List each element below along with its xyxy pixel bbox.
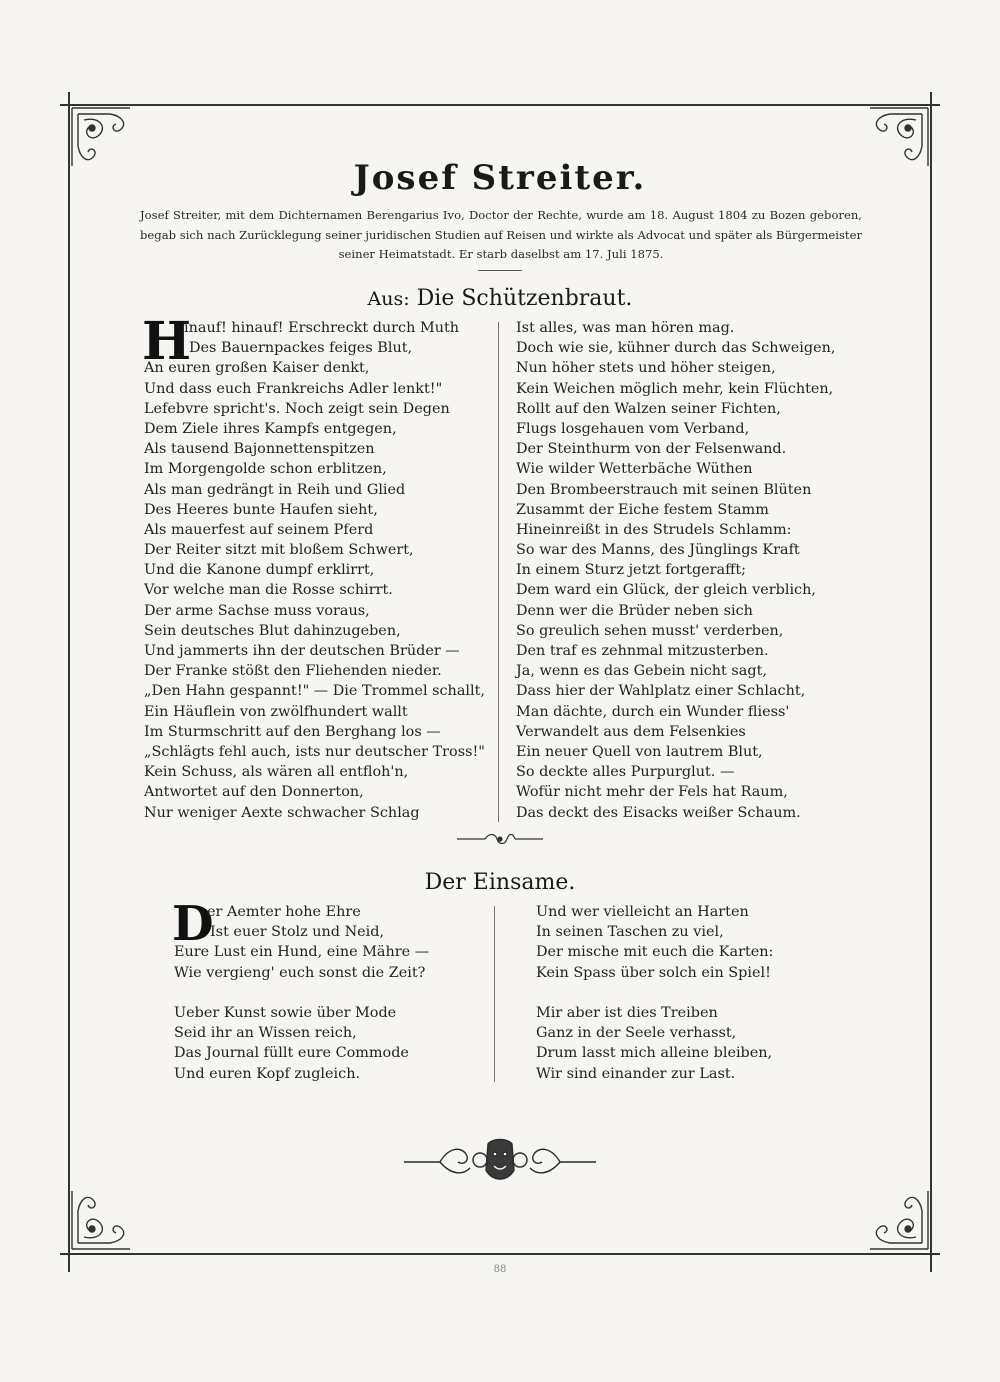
verse-line: Nun höher stets und höher steigen, bbox=[516, 360, 776, 377]
verse-line: An euren großen Kaiser denkt, bbox=[144, 360, 370, 377]
verse-line: Flugs losgehauen vom Verband, bbox=[516, 420, 750, 437]
verse-line: Lefebvre spricht's. Noch zeigt sein Degen bbox=[144, 400, 450, 417]
verse-line: Drum lasst mich alleine bleiben, bbox=[536, 1045, 773, 1062]
verse-line: Wofür nicht mehr der Fels hat Raum, bbox=[516, 784, 788, 801]
verse-line: Zusammt der Eiche festem Stamm bbox=[516, 501, 769, 518]
verse-line: Dass hier der Wahlplatz einer Schlacht, bbox=[516, 683, 806, 700]
poem-right-column bbox=[536, 902, 773, 1084]
verse-line: Der Steinthurm von der Felsenwand. bbox=[516, 441, 787, 458]
verse-line: Wir sind einander zur Last. bbox=[536, 1065, 736, 1082]
verse-line: Der Reiter sitzt mit bloßem Schwert, bbox=[144, 542, 414, 559]
poem-title bbox=[0, 286, 1000, 311]
page-title: Josef Streiter. bbox=[353, 158, 647, 198]
verse-line: Doch wie sie, kühner durch das Schweigen, bbox=[516, 340, 836, 357]
verse-line: Und dass euch Frankreichs Adler lenkt!" bbox=[144, 380, 443, 397]
column-divider bbox=[498, 322, 499, 822]
poem-left-column bbox=[142, 311, 485, 823]
column-divider bbox=[494, 906, 495, 1082]
poem-title bbox=[0, 870, 1000, 895]
verse-line: Dem Ziele ihres Kampfs entgegen, bbox=[144, 420, 397, 437]
poem-left-column bbox=[174, 902, 429, 1084]
verse-line: inauf! hinauf! Erschreckt durch Muth bbox=[184, 320, 460, 336]
verse-line: Wie vergieng' euch sonst die Zeit? bbox=[174, 964, 426, 981]
frame-left-line bbox=[68, 92, 70, 1272]
verse-line: „Den Hahn gespannt!" — Die Trommel schallt, bbox=[144, 683, 485, 700]
poem-title-text: Die Schützenbraut. bbox=[416, 286, 633, 311]
drop-cap-letter: H bbox=[142, 311, 192, 372]
frame-bottom-line bbox=[60, 1253, 940, 1255]
verse-line: Ja, wenn es das Gebein nicht sagt, bbox=[516, 663, 767, 680]
verse-line: In einem Sturz jetzt fortgerafft; bbox=[516, 562, 746, 579]
poem-title-text: Der Einsame. bbox=[424, 870, 576, 895]
verse-line: Rollt auf den Walzen seiner Fichten, bbox=[516, 400, 781, 417]
verse-line: Sein deutsches Blut dahinzugeben, bbox=[144, 622, 401, 639]
verse-line: Ist euer Stolz und Neid, bbox=[210, 924, 385, 941]
verse-line: Dem ward ein Glück, der gleich verblich, bbox=[516, 582, 816, 599]
verse-line: Kein Schuss, als wären all entfloh'n, bbox=[144, 764, 409, 781]
verse-line: Ist alles, was man hören mag. bbox=[516, 320, 735, 336]
stanza-gap bbox=[536, 983, 773, 1003]
verse-line: Ein neuer Quell von lautrem Blut, bbox=[516, 743, 763, 760]
corner-flourish-icon bbox=[70, 1176, 145, 1251]
drop-cap-letter: D bbox=[172, 896, 214, 952]
verse-line: Ein Häuflein von zwölfhundert wallt bbox=[144, 703, 408, 720]
bio-divider-rule bbox=[478, 270, 522, 271]
verse-line: Als mauerfest auf seinem Pferd bbox=[144, 521, 374, 538]
verse-line: So deckte alles Purpurglut. — bbox=[516, 764, 735, 781]
verse-line: Verwandelt aus dem Felsenkies bbox=[516, 723, 746, 740]
verse-line: Den Brombeerstrauch mit seinen Blüten bbox=[516, 481, 812, 498]
verse-line: Und wer vielleicht an Harten bbox=[536, 904, 749, 920]
frame-top-line bbox=[60, 104, 940, 106]
verse-line: Ueber Kunst sowie über Mode bbox=[174, 1004, 397, 1021]
poem-right-column bbox=[516, 318, 835, 823]
verse-line: Der Franke stößt den Fliehenden nieder. bbox=[144, 663, 442, 680]
verse-line: Im Morgengolde schon erblitzen, bbox=[144, 461, 387, 478]
verse-line: Im Sturmschritt auf den Berghang los — bbox=[144, 723, 441, 740]
page-number: 88 bbox=[493, 1264, 507, 1275]
frame-right-line bbox=[930, 92, 932, 1272]
verse-line: Denn wer die Brüder neben sich bbox=[516, 602, 753, 619]
verse-line: Des Bauernpackes feiges Blut, bbox=[189, 340, 413, 357]
verse-line: Und die Kanone dumpf erklirrt, bbox=[144, 562, 375, 579]
mask-scroll-ornament-icon bbox=[400, 1130, 600, 1190]
verse-line: Man dächte, durch ein Wunder fliess' bbox=[516, 703, 790, 720]
verse-line: Nur weniger Aexte schwacher Schlag bbox=[144, 804, 420, 821]
verse-line: „Schlägts fehl auch, ists nur deutscher Tross!" bbox=[144, 743, 485, 760]
verse-line: Mir aber ist dies Treiben bbox=[536, 1004, 718, 1021]
stanza-gap bbox=[174, 983, 429, 1003]
verse-line: In seinen Taschen zu viel, bbox=[536, 924, 724, 941]
verse-line: Eure Lust ein Hund, eine Mähre — bbox=[174, 944, 430, 961]
verse-line: So war des Manns, des Jünglings Kraft bbox=[516, 542, 800, 559]
verse-line: Seid ihr an Wissen reich, bbox=[174, 1025, 357, 1042]
verse-line: Das deckt des Eisacks weißer Schaum. bbox=[516, 804, 801, 821]
verse-line: Den traf es zehnmal mitzusterben. bbox=[516, 643, 769, 659]
verse-line: Der arme Sachse muss voraus, bbox=[144, 602, 370, 619]
corner-flourish-icon bbox=[855, 1176, 930, 1251]
verse-line: Ganz in der Seele verhasst, bbox=[536, 1025, 737, 1042]
verse-line: Als tausend Bajonnettenspitzen bbox=[144, 441, 375, 458]
verse-line: Kein Spass über solch ein Spiel! bbox=[536, 964, 771, 981]
verse-line: Kein Weichen möglich mehr, kein Flüchten, bbox=[516, 380, 834, 397]
verse-line: Antwortet auf den Donnerton, bbox=[144, 784, 364, 801]
verse-line: Als man gedrängt in Reih und Glied bbox=[144, 481, 406, 498]
verse-line: er Aemter hohe Ehre bbox=[207, 904, 361, 920]
verse-line: So greulich sehen musst' verderben, bbox=[516, 622, 784, 639]
verse-line: Das Journal füllt eure Commode bbox=[174, 1045, 409, 1062]
poem-title-prefix: Aus: bbox=[367, 288, 410, 310]
verse-line: Des Heeres bunte Haufen sieht, bbox=[144, 501, 378, 518]
verse-line: Vor welche man die Rosse schirrt. bbox=[144, 582, 393, 599]
verse-line: Und euren Kopf zugleich. bbox=[174, 1065, 361, 1082]
small-scroll-divider-icon bbox=[455, 832, 545, 846]
verse-line: Wie wilder Wetterbäche Wüthen bbox=[516, 461, 753, 478]
verse-line: Hineinreißt in des Strudels Schlamm: bbox=[516, 521, 792, 538]
verse-line: Und jammerts ihn der deutschen Brüder — bbox=[144, 643, 460, 659]
verse-line: Der mische mit euch die Karten: bbox=[536, 944, 774, 961]
author-biography: Josef Streiter, mit dem Dichternamen Berengarius Ivo, Doctor der Rechte, wurde am 18. August 1804 zu Bozen geboren, begab sich nach Zurücklegung seiner juridischen Studien auf Reisen und wirkte als Advocat und später als Bürgermeister seiner Heimatstadt. Er starb daselbst am 17. Juli 1875. bbox=[140, 208, 862, 261]
